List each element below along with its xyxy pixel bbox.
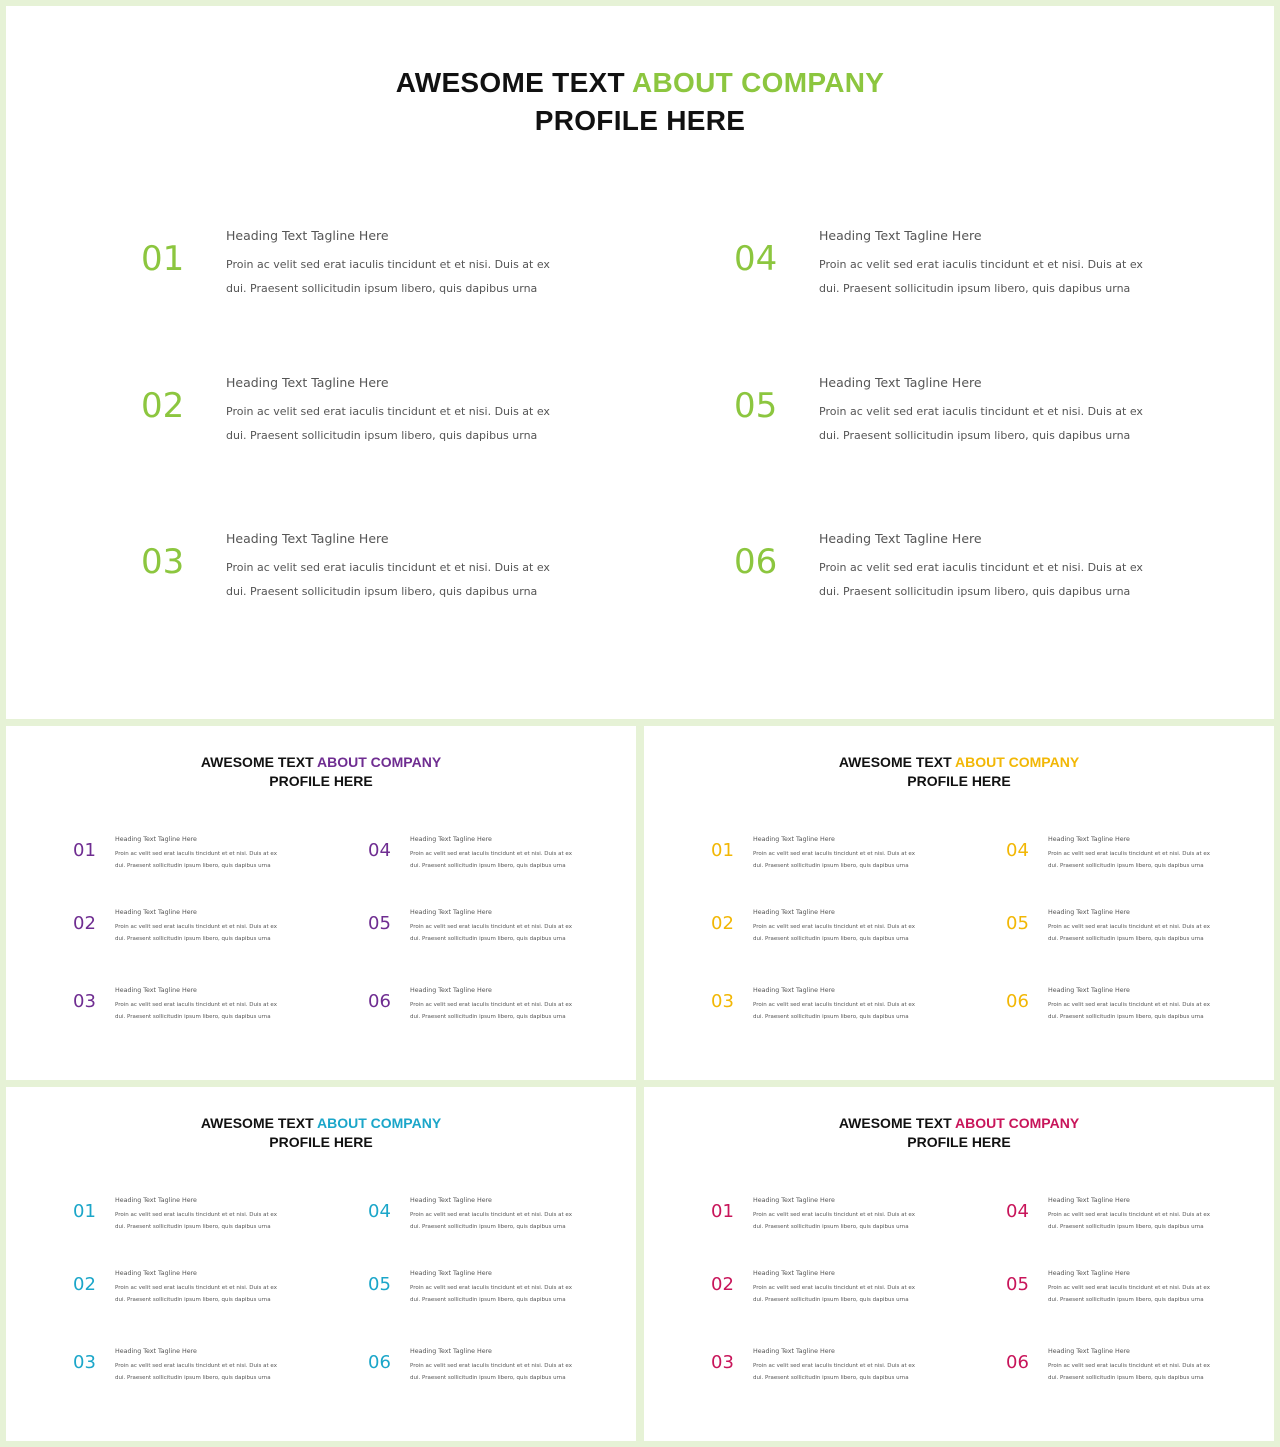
item-body-line2: dui. Praesent sollicitudin ipsum libero, quis dapibus urna: [1048, 936, 1204, 942]
item-heading: Heading Text Tagline Here: [753, 1197, 835, 1204]
item-number: 01: [711, 1201, 734, 1222]
item-body-line1: Proin ac velit sed erat iaculis tincidunt et et nisi. Duis at ex: [1048, 1285, 1210, 1291]
item-number: 04: [734, 239, 778, 279]
item-heading: Heading Text Tagline Here: [115, 1270, 197, 1277]
title-line2: PROFILE HERE: [907, 1134, 1011, 1150]
item-number: 05: [368, 913, 391, 934]
title-highlight: ABOUT COMPANY: [631, 67, 885, 98]
item-number: 06: [368, 991, 391, 1012]
item-number: 06: [1006, 1352, 1029, 1373]
item-body-line2: dui. Praesent sollicitudin ipsum libero, quis dapibus urna: [410, 863, 566, 869]
item-body-line1: Proin ac velit sed erat iaculis tincidunt et et nisi. Duis at ex: [753, 851, 915, 857]
item-text: [753, 1268, 923, 1306]
item-number: 03: [141, 542, 185, 582]
item-body-line2: dui. Praesent sollicitudin ipsum libero, quis dapibus urna: [753, 1375, 909, 1381]
item-body-line2: dui. Praesent sollicitudin ipsum libero, quis dapibus urna: [115, 1375, 271, 1381]
item-text: [226, 528, 556, 604]
item-heading: Heading Text Tagline Here: [753, 1270, 835, 1277]
item-number: 02: [141, 386, 185, 426]
item-body-line2: dui. Praesent sollicitudin ipsum libero, quis dapibus urna: [1048, 1014, 1204, 1020]
item-body-line1: Proin ac velit sed erat iaculis tincidunt et et nisi. Duis at ex: [753, 1363, 915, 1369]
item-text: [115, 1195, 285, 1233]
item-body-line1: Proin ac velit sed erat iaculis tincidunt et et nisi. Duis at ex: [410, 1285, 572, 1291]
item-body-line2: dui. Praesent sollicitudin ipsum libero, quis dapibus urna: [115, 936, 271, 942]
item-number: 03: [711, 1352, 734, 1373]
item-body-line1: Proin ac velit sed erat iaculis tincidunt et et nisi. Duis at ex: [410, 851, 572, 857]
item-text: [115, 1346, 285, 1384]
item-text: [226, 225, 556, 301]
item-text: [1048, 1195, 1218, 1233]
item-body-line1: Proin ac velit sed erat iaculis tincidunt et et nisi. Duis at ex: [753, 1285, 915, 1291]
title-part1: AWESOME TEXT: [838, 1115, 955, 1131]
slide-title: [6, 64, 1274, 140]
item-text: [115, 907, 285, 945]
item-number: 05: [1006, 913, 1029, 934]
item-heading: Heading Text Tagline Here: [819, 531, 982, 546]
item-body-line1: Proin ac velit sed erat iaculis tincidunt et et nisi. Duis at ex: [115, 1363, 277, 1369]
item-heading: Heading Text Tagline Here: [753, 987, 835, 994]
item-text: [753, 1195, 923, 1233]
item-body-line1: Proin ac velit sed erat iaculis tincidunt et et nisi. Duis at ex: [819, 561, 1143, 574]
item-body-line2: dui. Praesent sollicitudin ipsum libero, quis dapibus urna: [115, 1014, 271, 1020]
item-body-line1: Proin ac velit sed erat iaculis tincidunt et et nisi. Duis at ex: [115, 1285, 277, 1291]
item-number: 04: [368, 840, 391, 861]
item-body-line2: dui. Praesent sollicitudin ipsum libero, quis dapibus urna: [410, 1297, 566, 1303]
item-heading: Heading Text Tagline Here: [1048, 909, 1130, 916]
title-part1: AWESOME TEXT: [200, 754, 317, 770]
item-body-line1: Proin ac velit sed erat iaculis tincidunt et et nisi. Duis at ex: [410, 1212, 572, 1218]
item-heading: Heading Text Tagline Here: [1048, 1270, 1130, 1277]
item-text: [115, 985, 285, 1023]
title-highlight: ABOUT COMPANY: [954, 1115, 1080, 1131]
item-text: [410, 1346, 580, 1384]
item-body-line2: dui. Praesent sollicitudin ipsum libero, quis dapibus urna: [1048, 863, 1204, 869]
slide-title: [6, 1114, 636, 1152]
item-text: [226, 372, 556, 448]
item-body-line1: Proin ac velit sed erat iaculis tincidunt et et nisi. Duis at ex: [753, 924, 915, 930]
item-text: [819, 528, 1149, 604]
item-body-line2: dui. Praesent sollicitudin ipsum libero, quis dapibus urna: [1048, 1375, 1204, 1381]
slide-title: [6, 753, 636, 791]
item-body-line1: Proin ac velit sed erat iaculis tincidunt et et nisi. Duis at ex: [115, 1002, 277, 1008]
item-text: [1048, 834, 1218, 872]
item-heading: Heading Text Tagline Here: [115, 836, 197, 843]
item-number: 02: [711, 1274, 734, 1295]
item-text: [753, 834, 923, 872]
item-heading: Heading Text Tagline Here: [1048, 1348, 1130, 1355]
item-number: 06: [368, 1352, 391, 1373]
item-body-line2: dui. Praesent sollicitudin ipsum libero, quis dapibus urna: [226, 282, 538, 295]
title-part1: AWESOME TEXT: [200, 1115, 317, 1131]
item-text: [819, 372, 1149, 448]
item-number: 04: [368, 1201, 391, 1222]
item-number: 05: [368, 1274, 391, 1295]
item-heading: Heading Text Tagline Here: [753, 1348, 835, 1355]
item-heading: Heading Text Tagline Here: [819, 228, 982, 243]
item-body-line2: dui. Praesent sollicitudin ipsum libero, quis dapibus urna: [410, 1014, 566, 1020]
slide-green-large: [6, 6, 1274, 719]
title-highlight: ABOUT COMPANY: [954, 754, 1080, 770]
item-text: [410, 907, 580, 945]
item-heading: Heading Text Tagline Here: [115, 1197, 197, 1204]
item-heading: Heading Text Tagline Here: [115, 987, 197, 994]
item-body-line1: Proin ac velit sed erat iaculis tincidunt et et nisi. Duis at ex: [410, 1363, 572, 1369]
item-heading: Heading Text Tagline Here: [226, 375, 389, 390]
item-number: 01: [73, 1201, 96, 1222]
item-heading: Heading Text Tagline Here: [115, 909, 197, 916]
item-heading: Heading Text Tagline Here: [819, 375, 982, 390]
item-body-line1: Proin ac velit sed erat iaculis tincidunt et et nisi. Duis at ex: [410, 924, 572, 930]
item-body-line2: dui. Praesent sollicitudin ipsum libero, quis dapibus urna: [753, 936, 909, 942]
item-body-line2: dui. Praesent sollicitudin ipsum libero, quis dapibus urna: [819, 282, 1131, 295]
item-body-line2: dui. Praesent sollicitudin ipsum libero, quis dapibus urna: [410, 1224, 566, 1230]
item-text: [1048, 1346, 1218, 1384]
item-number: 06: [734, 542, 778, 582]
item-body-line2: dui. Praesent sollicitudin ipsum libero, quis dapibus urna: [115, 1297, 271, 1303]
item-body-line1: Proin ac velit sed erat iaculis tincidunt et et nisi. Duis at ex: [1048, 1002, 1210, 1008]
item-body-line1: Proin ac velit sed erat iaculis tincidunt et et nisi. Duis at ex: [115, 851, 277, 857]
item-heading: Heading Text Tagline Here: [1048, 1197, 1130, 1204]
slide-purple: [6, 726, 636, 1080]
item-body-line2: dui. Praesent sollicitudin ipsum libero, quis dapibus urna: [1048, 1297, 1204, 1303]
item-body-line2: dui. Praesent sollicitudin ipsum libero, quis dapibus urna: [753, 1014, 909, 1020]
item-number: 06: [1006, 991, 1029, 1012]
item-text: [115, 834, 285, 872]
item-heading: Heading Text Tagline Here: [226, 228, 389, 243]
item-heading: Heading Text Tagline Here: [410, 987, 492, 994]
item-number: 01: [711, 840, 734, 861]
item-body-line1: Proin ac velit sed erat iaculis tincidunt et et nisi. Duis at ex: [1048, 1212, 1210, 1218]
item-text: [410, 1268, 580, 1306]
item-heading: Heading Text Tagline Here: [753, 836, 835, 843]
item-body-line1: Proin ac velit sed erat iaculis tincidunt et et nisi. Duis at ex: [226, 258, 550, 271]
item-body-line1: Proin ac velit sed erat iaculis tincidunt et et nisi. Duis at ex: [1048, 924, 1210, 930]
title-line2: PROFILE HERE: [269, 773, 373, 789]
item-text: [1048, 985, 1218, 1023]
item-number: 02: [711, 913, 734, 934]
item-number: 01: [141, 239, 185, 279]
item-number: 03: [73, 991, 96, 1012]
title-line2: PROFILE HERE: [907, 773, 1011, 789]
title-part1: AWESOME TEXT: [838, 754, 955, 770]
item-body-line1: Proin ac velit sed erat iaculis tincidunt et et nisi. Duis at ex: [226, 561, 550, 574]
item-number: 03: [711, 991, 734, 1012]
title-highlight: ABOUT COMPANY: [316, 1115, 442, 1131]
item-body-line1: Proin ac velit sed erat iaculis tincidunt et et nisi. Duis at ex: [819, 405, 1143, 418]
item-text: [1048, 1268, 1218, 1306]
item-body-line1: Proin ac velit sed erat iaculis tincidunt et et nisi. Duis at ex: [1048, 1363, 1210, 1369]
item-body-line2: dui. Praesent sollicitudin ipsum libero, quis dapibus urna: [226, 429, 538, 442]
item-number: 05: [1006, 1274, 1029, 1295]
item-body-line1: Proin ac velit sed erat iaculis tincidunt et et nisi. Duis at ex: [753, 1212, 915, 1218]
title-line2: PROFILE HERE: [269, 1134, 373, 1150]
item-number: 02: [73, 913, 96, 934]
item-number: 04: [1006, 840, 1029, 861]
item-body-line1: Proin ac velit sed erat iaculis tincidunt et et nisi. Duis at ex: [226, 405, 550, 418]
item-body-line2: dui. Praesent sollicitudin ipsum libero, quis dapibus urna: [753, 1224, 909, 1230]
item-number: 02: [73, 1274, 96, 1295]
item-heading: Heading Text Tagline Here: [410, 1270, 492, 1277]
item-text: [819, 225, 1149, 301]
title-part1: AWESOME TEXT: [395, 67, 632, 98]
item-text: [1048, 907, 1218, 945]
item-heading: Heading Text Tagline Here: [410, 836, 492, 843]
item-body-line1: Proin ac velit sed erat iaculis tincidunt et et nisi. Duis at ex: [819, 258, 1143, 271]
item-body-line1: Proin ac velit sed erat iaculis tincidunt et et nisi. Duis at ex: [115, 924, 277, 930]
item-text: [410, 985, 580, 1023]
item-heading: Heading Text Tagline Here: [410, 1348, 492, 1355]
item-body-line2: dui. Praesent sollicitudin ipsum libero, quis dapibus urna: [1048, 1224, 1204, 1230]
item-heading: Heading Text Tagline Here: [1048, 987, 1130, 994]
item-number: 04: [1006, 1201, 1029, 1222]
item-heading: Heading Text Tagline Here: [1048, 836, 1130, 843]
item-text: [753, 985, 923, 1023]
item-text: [410, 1195, 580, 1233]
item-text: [115, 1268, 285, 1306]
item-body-line2: dui. Praesent sollicitudin ipsum libero, quis dapibus urna: [226, 585, 538, 598]
item-text: [410, 834, 580, 872]
item-heading: Heading Text Tagline Here: [410, 909, 492, 916]
item-heading: Heading Text Tagline Here: [410, 1197, 492, 1204]
item-body-line2: dui. Praesent sollicitudin ipsum libero, quis dapibus urna: [115, 1224, 271, 1230]
item-body-line2: dui. Praesent sollicitudin ipsum libero, quis dapibus urna: [753, 863, 909, 869]
item-number: 05: [734, 386, 778, 426]
item-number: 03: [73, 1352, 96, 1373]
title-highlight: ABOUT COMPANY: [316, 754, 442, 770]
slide-cyan: [6, 1087, 636, 1441]
item-body-line2: dui. Praesent sollicitudin ipsum libero, quis dapibus urna: [410, 936, 566, 942]
slide-yellow: [644, 726, 1274, 1080]
item-body-line1: Proin ac velit sed erat iaculis tincidunt et et nisi. Duis at ex: [115, 1212, 277, 1218]
item-heading: Heading Text Tagline Here: [226, 531, 389, 546]
item-body-line2: dui. Praesent sollicitudin ipsum libero, quis dapibus urna: [819, 429, 1131, 442]
item-body-line1: Proin ac velit sed erat iaculis tincidunt et et nisi. Duis at ex: [410, 1002, 572, 1008]
item-text: [753, 1346, 923, 1384]
title-line2: PROFILE HERE: [534, 105, 746, 136]
item-body-line1: Proin ac velit sed erat iaculis tincidunt et et nisi. Duis at ex: [753, 1002, 915, 1008]
item-body-line2: dui. Praesent sollicitudin ipsum libero, quis dapibus urna: [819, 585, 1131, 598]
slide-crimson: [644, 1087, 1274, 1441]
item-text: [753, 907, 923, 945]
item-number: 01: [73, 840, 96, 861]
slide-title: [644, 753, 1274, 791]
slide-title: [644, 1114, 1274, 1152]
item-heading: Heading Text Tagline Here: [115, 1348, 197, 1355]
item-body-line2: dui. Praesent sollicitudin ipsum libero, quis dapibus urna: [410, 1375, 566, 1381]
item-body-line2: dui. Praesent sollicitudin ipsum libero, quis dapibus urna: [753, 1297, 909, 1303]
item-heading: Heading Text Tagline Here: [753, 909, 835, 916]
item-body-line1: Proin ac velit sed erat iaculis tincidunt et et nisi. Duis at ex: [1048, 851, 1210, 857]
item-body-line2: dui. Praesent sollicitudin ipsum libero, quis dapibus urna: [115, 863, 271, 869]
